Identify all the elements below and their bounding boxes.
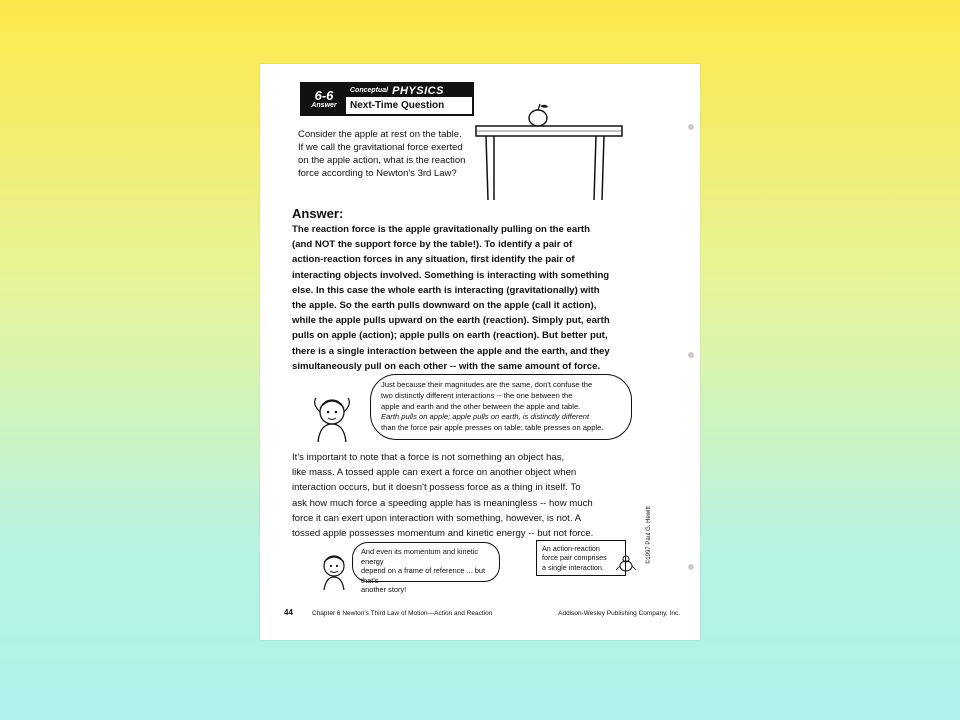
bubble-line: apple and earth and the other between the apple and table. xyxy=(381,401,581,411)
boy-thinking-icon xyxy=(310,394,356,444)
answer-line: The reaction force is the apple gravitationally pulling on the earth xyxy=(292,224,590,235)
binder-hole-middle xyxy=(688,352,694,358)
answer-line: action-reaction forces in any situation, first identify the pair of xyxy=(292,254,575,266)
note-line: interaction occurs, but it doesn't possess force as a thing in itself. To xyxy=(292,482,581,494)
action-reaction-summary-box xyxy=(536,540,626,576)
answer-line: else. In this case the whole earth is interacting (gravitationally) with xyxy=(292,284,600,296)
header-number-block xyxy=(302,84,346,114)
worksheet-page xyxy=(260,64,700,640)
force-note-text xyxy=(292,450,664,541)
bubble-line: two distinctly different interactions -- the one between the xyxy=(381,390,573,400)
bug-doodle-icon xyxy=(616,552,636,576)
speech-bubble-magnitudes xyxy=(370,374,632,440)
page-number: 44 xyxy=(284,608,293,617)
header-brand-small: Conceptual xyxy=(350,87,389,94)
worksheet-header xyxy=(300,82,474,116)
note-line: tossed apple possesses momentum and kinetic energy -- but not force. xyxy=(292,528,594,540)
apple-icon xyxy=(529,104,548,126)
header-brand-big: PHYSICS xyxy=(392,84,444,97)
question-text xyxy=(298,128,478,180)
bubble-line: depend on a frame of reference ... but that's xyxy=(361,566,486,585)
bubble-line: Earth pulls on apple; apple pulls on earth, is distinctly different xyxy=(381,412,590,422)
header-subtitle: Next-Time Question xyxy=(350,100,445,111)
box-line: a single interaction. xyxy=(542,562,604,572)
answer-text xyxy=(292,222,662,374)
answer-line: (and NOT the support force by the table!). To identify a pair of xyxy=(292,239,573,251)
header-number: 6-6 xyxy=(314,88,334,103)
question-line: Consider the apple at rest on the table. xyxy=(298,129,462,140)
box-line: An action-reaction xyxy=(542,544,600,553)
answer-line: the apple. So the earth pulls downward on the apple (call it action), xyxy=(292,300,597,312)
box-line: force pair comprises xyxy=(542,553,607,563)
bubble-line: another story! xyxy=(361,585,407,595)
answer-line: simultaneously pull on each other -- with the same amount of force. xyxy=(292,360,601,372)
answer-heading: Answer: xyxy=(292,206,344,221)
copyright-signature: ©1997 Paul G. Hewitt xyxy=(646,506,652,564)
binder-hole-top xyxy=(688,124,694,130)
header-brand xyxy=(346,84,472,97)
question-line: force according to Newton's 3rd Law? xyxy=(298,168,457,179)
table-icon xyxy=(476,126,622,200)
chapter-title: Chapter 6 Newton's Third Law of Motion—Action and Reaction xyxy=(312,610,493,617)
answer-line: pulls on apple (action); apple pulls on earth (reaction). But better put, xyxy=(292,330,608,342)
answer-line: there is a single interaction between the apple and the earth, and they xyxy=(292,345,610,357)
header-title-block xyxy=(346,84,472,114)
note-line: like mass. A tossed apple can exert a force on another object when xyxy=(292,467,577,479)
publisher-name: Addison-Wesley Publishing Company, Inc. xyxy=(558,610,680,617)
question-line: If we call the gravitational force exerted xyxy=(298,142,463,153)
answer-line: interacting objects involved. Something is interacting with something xyxy=(292,269,610,281)
question-line: on the apple action, what is the reaction xyxy=(298,155,466,166)
answer-line: while the apple pulls upward on the earth (reaction). Simply put, earth xyxy=(292,315,610,327)
bubble-line: Just because their magnitudes are the same, don't confuse the xyxy=(381,380,593,389)
speech-bubble-frame-of-reference xyxy=(352,542,500,595)
boy-smiling-icon xyxy=(318,552,352,590)
apple-on-table-illustration xyxy=(474,100,634,200)
binder-hole-bottom xyxy=(688,564,694,570)
bubble-line: And even its momentum and kinetic energy xyxy=(361,547,479,566)
note-line: ask how much force a speeding apple has is meaningless -- how much xyxy=(292,497,593,509)
page-footer xyxy=(284,608,680,617)
note-line: force it can exert upon interaction with something, however, is not. A xyxy=(292,512,582,524)
header-answer-label: Answer xyxy=(311,102,337,109)
note-line: It's important to note that a force is not something an object has, xyxy=(292,452,565,463)
bubble-line: than the force pair apple presses on table; table presses on apple. xyxy=(381,423,604,433)
